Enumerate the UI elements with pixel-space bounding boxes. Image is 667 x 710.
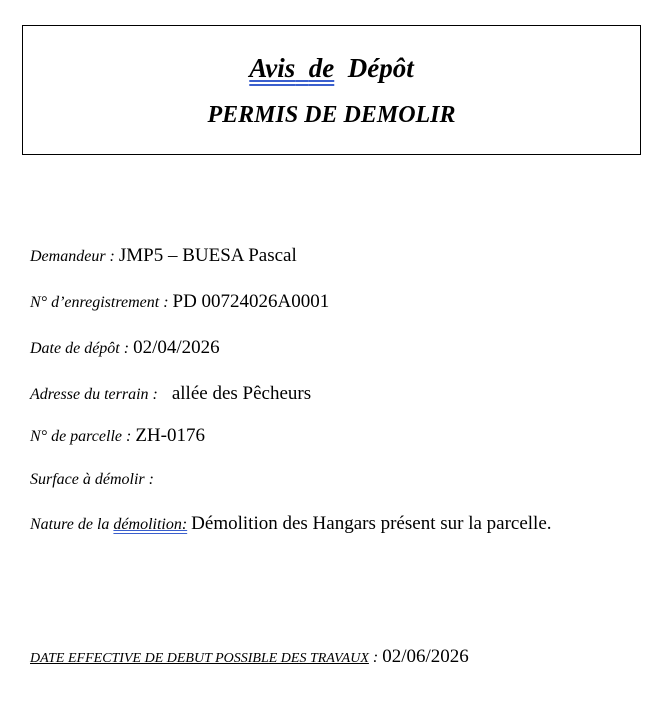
- enregistrement-value: PD 00724026A0001: [172, 291, 330, 312]
- title-depot: Dépôt: [347, 53, 414, 83]
- document-title: [23, 52, 640, 84]
- adresse-value: allée des Pêcheurs: [171, 383, 312, 404]
- field-enregistrement: [30, 290, 329, 315]
- nature-label: Nature de la démolition:: [30, 516, 188, 533]
- footer-separator: :: [372, 649, 379, 666]
- field-surface: [30, 467, 154, 492]
- demandeur-label: Demandeur :: [30, 248, 115, 265]
- nature-value: Démolition des Hangars présent sur la parcelle.: [191, 513, 552, 534]
- parcelle-label: N° de parcelle :: [30, 428, 132, 445]
- field-nature: [30, 512, 552, 537]
- surface-label: Surface à démolir :: [30, 471, 154, 488]
- field-parcelle: [30, 424, 205, 449]
- footer-label: DATE EFFECTIVE DE DEBUT POSSIBLE DES TRAVAUX: [30, 651, 369, 666]
- field-adresse: [30, 382, 311, 407]
- demandeur-value: JMP5 – BUESA Pascal: [118, 245, 297, 266]
- adresse-label: Adresse du terrain :: [30, 386, 158, 403]
- footer-date-travaux: [30, 645, 469, 671]
- field-date-depot: [30, 336, 220, 361]
- document-subtitle: PERMIS DE DEMOLIR: [207, 102, 456, 128]
- date-depot-label: Date de dépôt :: [30, 340, 130, 357]
- enregistrement-label: N° d’enregistrement :: [30, 294, 169, 311]
- title-avis-de: Avis de: [249, 53, 335, 83]
- date-depot-value: 02/04/2026: [133, 337, 220, 358]
- field-demandeur: [30, 244, 297, 269]
- footer-value: 02/06/2026: [382, 646, 469, 667]
- parcelle-value: ZH-0176: [135, 425, 205, 446]
- title-box: [22, 25, 641, 155]
